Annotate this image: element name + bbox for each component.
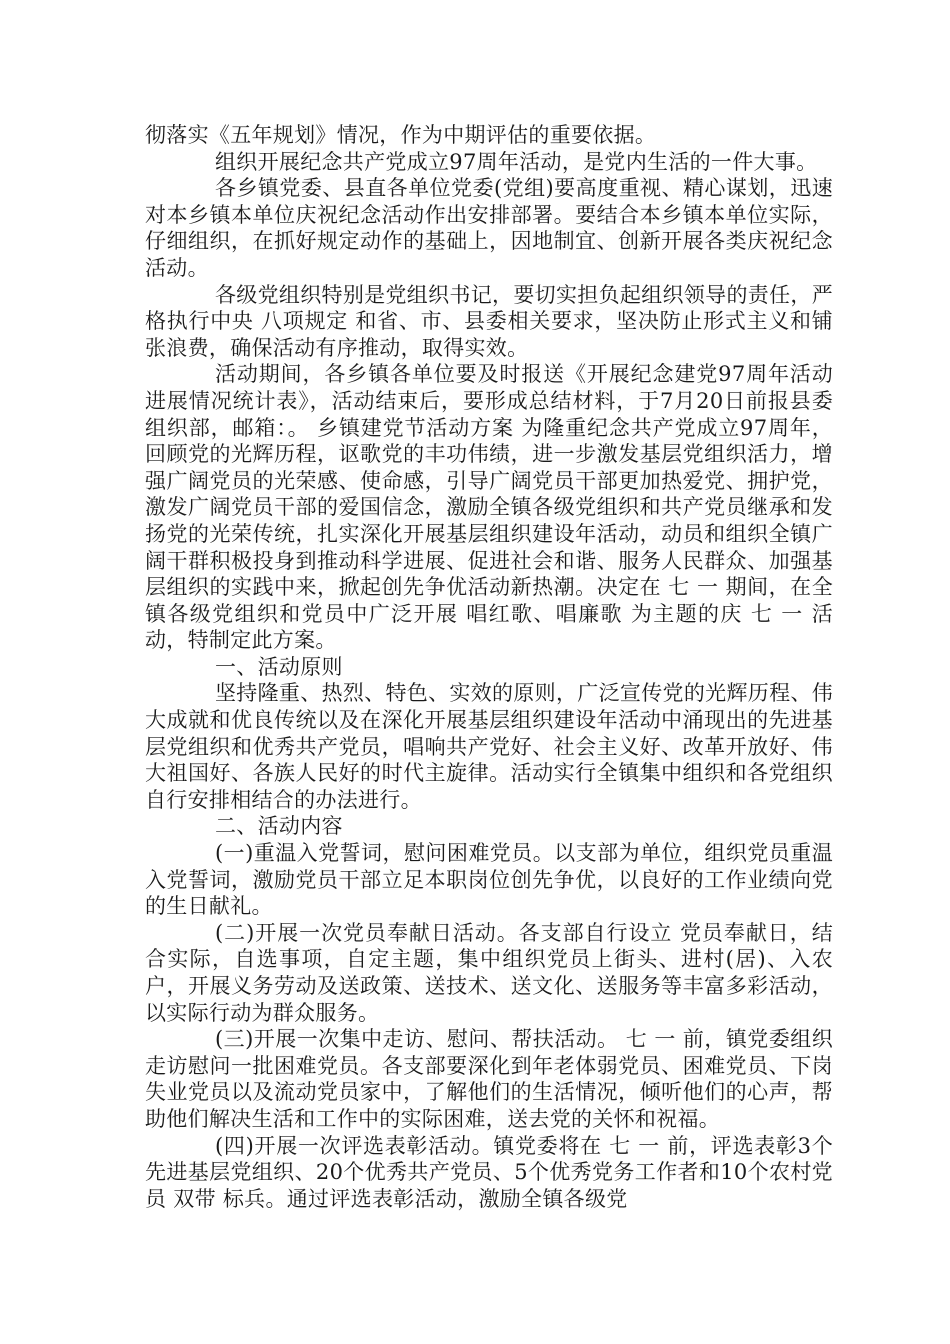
document-body xyxy=(145,122,833,1212)
paragraph-planning: 各乡镇党委、县直各单位党委(党组)要高度重视、精心谋划，迅速对本乡镇本单位庆祝纪念活动作出安排部署。要结合本乡镇本单位实际，仔细组织，在抓好规定动作的基础上，因地制宜、创新开展各类庆祝纪念活动。 xyxy=(145,176,833,280)
paragraph-item-2: (二)开展一次党员奉献日活动。各支部自行设立 党员奉献日，结合实际，自选事项，自定主题，集中组织党员上街头、进村(居)、入农户，开展义务劳动及送政策、送技术、送文化、送服务等丰富多彩活动，以实际行动为群众服务。 xyxy=(145,920,833,1025)
paragraph-anniversary: 组织开展纪念共产党成立97周年活动，是党内生活的一件大事。 xyxy=(215,149,818,174)
paragraph-continuation: 彻落实《五年规划》情况，作为中期评估的重要依据。 xyxy=(145,123,657,147)
paragraph-item-4: (四)开展一次评选表彰活动。镇党委将在 七 一 前，评选表彰3个先进基层党组织、20个优秀共产党员、5个优秀党务工作者和10个农村党员 双带 标兵。通过评选表彰活动，激励全镇各级党 xyxy=(145,1133,833,1211)
section-heading-content: 二、活动内容 xyxy=(215,814,343,839)
paragraph-leadership: 各级党组织特别是党组织书记，要切实担负起组织领导的责任，严格执行中央 八项规定 和省、市、县委相关要求，坚决防止形式主义和铺张浪费，确保活动有序推动，取得实效。 xyxy=(145,282,833,360)
paragraph-item-3: (三)开展一次集中走访、慰问、帮扶活动。 七 一 前，镇党委组织走访慰问一批困难党员。各支部要深化到年老体弱党员、困难党员、下岗失业党员以及流动党员家中，了解他们的生活情况，倾听他们的心声，帮助他们解决生活和工作中的实际困难，送去党的关怀和祝福。 xyxy=(145,1027,833,1131)
paragraph-reporting-and-plan: 活动期间，各乡镇各单位要及时报送《开展纪念建党97周年活动进展情况统计表》，活动结束后，要形成总结材料，于7月20日前报县委组织部，邮箱：。 乡镇建党节活动方案 为隆重纪念共产党成立97周年，回顾党的光辉历程，讴歌党的丰功伟绩，进一步激发基层党组织活力，增强广阔党员的光荣感、使命感，引导广阔党员干部更加热爱党、拥护党，激发广阔党员干部的爱国信念，激励全镇各级党组织和共产党员继承和发扬党的光荣传统，扎实深化开展基层组织建设年活动，动员和组织全镇广阔干群积极投身到推动科学进展、促进社会和谐、服务人民群众、加强基层组织的实践中来，掀起创先争优活动新热潮。决定在 七 一 期间，在全镇各级党组织和党员中广泛开展 唱红歌、唱廉歌 为主题的庆 七 一 活动，特制定此方案。 xyxy=(145,362,833,653)
section-heading-principles: 一、活动原则 xyxy=(215,654,343,679)
paragraph-item-1: (一)重温入党誓词，慰问困难党员。以支部为单位，组织党员重温入党誓词，激励党员干部立足本职岗位创先争优，以良好的工作业绩向党的生日献礼。 xyxy=(145,841,833,919)
paragraph-principles: 坚持隆重、热烈、特色、实效的原则，广泛宣传党的光辉历程、伟大成就和优良传统以及在深化开展基层组织建设年活动中涌现出的先进基层党组织和优秀共产党员，唱响共产党好、社会主义好、改革开放好、伟大祖国好、各族人民好的时代主旋律。活动实行全镇集中组织和各党组织自行安排相结合的办法进行。 xyxy=(145,681,833,812)
